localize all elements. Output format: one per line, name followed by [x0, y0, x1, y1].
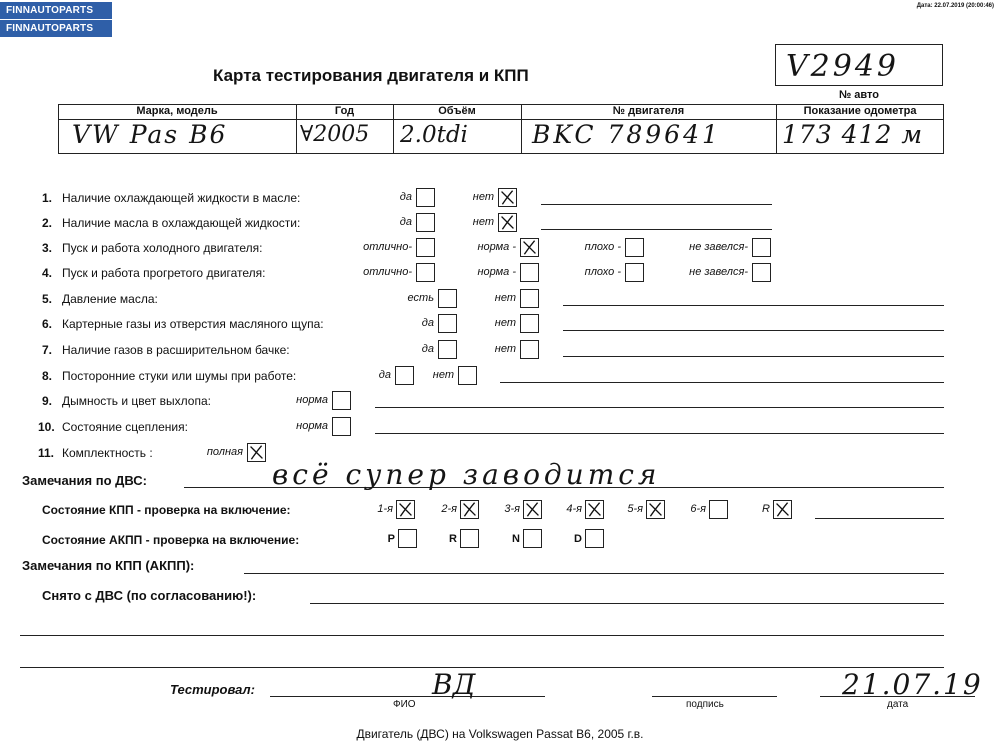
- caption: Двигатель (ДВС) на Volkswagen Passat B6, 2005 г.в.: [356, 727, 644, 741]
- auto-number-label: № авто: [838, 89, 879, 101]
- option-label: не завелся-: [689, 266, 748, 278]
- table-header: № двигателя: [612, 105, 685, 117]
- answer-line: [375, 433, 944, 434]
- answer-line: [563, 305, 944, 306]
- question-text: Пуск и работа холодного двигателя:: [62, 241, 263, 255]
- tested-name: ВД: [432, 668, 476, 701]
- option-label: полная: [206, 446, 243, 458]
- box-normal[interactable]: [332, 391, 351, 410]
- akpp-gear-box[interactable]: [460, 529, 479, 548]
- kpp-gear-box[interactable]: [460, 500, 479, 519]
- option-label: нет: [494, 343, 516, 355]
- option-label: плохо -: [584, 266, 621, 278]
- option-label: да: [421, 317, 434, 329]
- kpp-gear-box[interactable]: [585, 500, 604, 519]
- removed-line: [310, 603, 944, 604]
- kpp-gear-box[interactable]: [709, 500, 728, 519]
- akpp-gear-box[interactable]: [523, 529, 542, 548]
- page-title: Карта тестирования двигателя и КПП: [213, 66, 529, 85]
- box-no[interactable]: [458, 366, 477, 385]
- signature-label: подпись: [686, 699, 724, 710]
- kpp-gear-box[interactable]: [396, 500, 415, 519]
- option-label: 3-я: [504, 503, 520, 515]
- option-label: нет: [432, 369, 454, 381]
- question-number: 3.: [42, 241, 53, 255]
- removed-line-2: [20, 635, 944, 636]
- question-number: 2.: [42, 216, 53, 230]
- logo-secondary: FINNAUTOPARTS: [0, 20, 112, 37]
- box-yes[interactable]: [438, 314, 457, 333]
- question-text: Наличие масла в охлаждающей жидкости:: [62, 216, 301, 230]
- box-yes[interactable]: [395, 366, 414, 385]
- box-normal[interactable]: [332, 417, 351, 436]
- table-header: Показание одометра: [803, 105, 917, 117]
- question-number: 5.: [42, 292, 53, 306]
- option-label: да: [399, 216, 412, 228]
- table-cell-model: VW Pas B6: [72, 120, 228, 149]
- question-number: 6.: [42, 317, 53, 331]
- tested-date: 21.07.19: [842, 668, 983, 701]
- option-label: плохо -: [584, 241, 621, 253]
- box-no[interactable]: [520, 340, 539, 359]
- auto-number-value: V2949: [786, 49, 900, 84]
- akpp-label: Состояние АКПП - проверка на включение:: [42, 533, 300, 547]
- tested-label: Тестировал:: [170, 682, 255, 697]
- box-full[interactable]: [247, 443, 266, 462]
- box-no[interactable]: [498, 213, 517, 232]
- option-label: норма: [296, 394, 328, 406]
- option-label: 4-я: [566, 503, 582, 515]
- option-label: R: [762, 503, 770, 515]
- box-no-start[interactable]: [752, 238, 771, 257]
- question-number: 10.: [38, 420, 55, 434]
- table-cell-odometer: 173 412 м: [782, 120, 924, 149]
- table-cell-year: ∀2005: [300, 122, 370, 147]
- table-header: Год: [334, 105, 355, 117]
- question-text: Давление масла:: [62, 292, 158, 306]
- option-label: 2-я: [441, 503, 457, 515]
- question-number: 7.: [42, 343, 53, 357]
- remarks-kpp-line: [244, 573, 944, 574]
- answer-line: [375, 407, 944, 408]
- option-label: 6-я: [690, 503, 706, 515]
- option-label: нет: [494, 292, 516, 304]
- answer-line: [563, 330, 944, 331]
- logo: FINNAUTOPARTS: [0, 2, 112, 19]
- akpp-gear-label: P: [387, 533, 395, 545]
- kpp-gear-box[interactable]: [773, 500, 792, 519]
- option-label: нет: [472, 191, 494, 203]
- question-text: Пуск и работа прогретого двигателя:: [62, 266, 266, 280]
- question-text: Наличие газов в расширительном бачке:: [62, 343, 290, 357]
- option-label: 5-я: [627, 503, 643, 515]
- question-text: Состояние сцепления:: [62, 420, 188, 434]
- option-label: нет: [472, 216, 494, 228]
- akpp-gear-label: R: [449, 533, 457, 545]
- box-yes[interactable]: [438, 340, 457, 359]
- box-no-start[interactable]: [752, 263, 771, 282]
- kpp-line: [815, 518, 944, 519]
- box-normal[interactable]: [520, 263, 539, 282]
- remarks-kpp-label: Замечания по КПП (АКПП):: [22, 558, 195, 573]
- option-label: да: [421, 343, 434, 355]
- akpp-gear-label: D: [574, 533, 582, 545]
- option-label: 1-я: [377, 503, 393, 515]
- option-label: да: [399, 191, 412, 203]
- table-cell-volume: 2.0tdi: [400, 122, 468, 148]
- option-label: отлично-: [363, 241, 412, 253]
- timestamp: Дата: 22.07.2019 (20:00:46): [916, 3, 994, 9]
- option-label: да: [378, 369, 391, 381]
- question-number: 1.: [42, 191, 53, 205]
- date-label: дата: [887, 699, 909, 710]
- question-text: Картерные газы из отверстия масляного щупа:: [62, 317, 324, 331]
- box-yes[interactable]: [416, 213, 435, 232]
- akpp-gear-box[interactable]: [398, 529, 417, 548]
- option-label: есть: [407, 292, 434, 304]
- kpp-gear-box[interactable]: [523, 500, 542, 519]
- box-yes[interactable]: [438, 289, 457, 308]
- removed-label: Снято с ДВС (по согласованию!):: [42, 588, 257, 603]
- question-text: Комплектность :: [62, 446, 153, 460]
- fio-label: ФИО: [393, 699, 416, 710]
- tested-signature-line: [652, 696, 777, 697]
- box-normal[interactable]: [520, 238, 539, 257]
- question-number: 4.: [42, 266, 53, 280]
- table-header: Объём: [438, 105, 476, 117]
- akpp-gear-box[interactable]: [585, 529, 604, 548]
- kpp-gear-box[interactable]: [646, 500, 665, 519]
- answer-line: [563, 356, 944, 357]
- box-excellent[interactable]: [416, 238, 435, 257]
- question-number: 8.: [42, 369, 53, 383]
- tested-name-line: [270, 696, 545, 697]
- option-label: норма -: [477, 266, 516, 278]
- kpp-label: Состояние КПП - проверка на включение:: [42, 503, 291, 517]
- box-no[interactable]: [520, 314, 539, 333]
- answer-line: [541, 204, 772, 205]
- box-no[interactable]: [520, 289, 539, 308]
- removed-line-3: [20, 667, 944, 668]
- remarks-engine-handwritten: всё супер заводится: [272, 458, 661, 491]
- option-label: норма -: [477, 241, 516, 253]
- box-excellent[interactable]: [416, 263, 435, 282]
- question-text: Наличие охлаждающей жидкости в масле:: [62, 191, 301, 205]
- answer-line: [500, 382, 944, 383]
- table-cell-engine-number: BKC 789641: [532, 120, 721, 149]
- box-bad[interactable]: [625, 263, 644, 282]
- akpp-gear-label: N: [512, 533, 520, 545]
- auto-number-box: [775, 44, 943, 86]
- box-yes[interactable]: [416, 188, 435, 207]
- answer-line: [541, 229, 772, 230]
- question-number: 11.: [38, 446, 55, 460]
- question-number: 9.: [42, 394, 53, 408]
- box-bad[interactable]: [625, 238, 644, 257]
- option-label: отлично-: [363, 266, 412, 278]
- option-label: норма: [296, 420, 328, 432]
- box-no[interactable]: [498, 188, 517, 207]
- question-text: Посторонние стуки или шумы при работе:: [62, 369, 297, 383]
- remarks-engine-label: Замечания по ДВС:: [22, 473, 147, 488]
- option-label: нет: [494, 317, 516, 329]
- table-header: Марка, модель: [136, 105, 218, 117]
- question-text: Дымность и цвет выхлопа:: [62, 394, 211, 408]
- option-label: не завелся-: [689, 241, 748, 253]
